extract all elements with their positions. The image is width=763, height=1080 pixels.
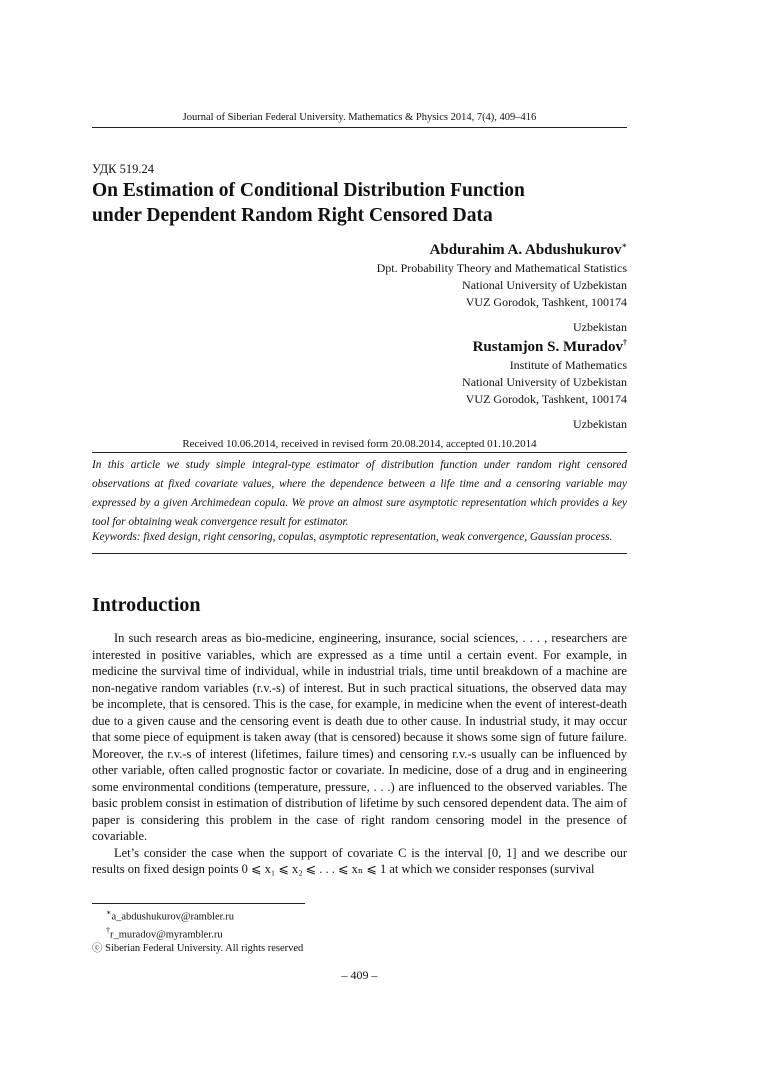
udk-code: УДК 519.24 [92, 162, 154, 176]
received-dates: Received 10.06.2014, received in revised form 20.08.2014, accepted 01.10.2014 [92, 438, 627, 453]
title-line-2: under Dependent Random Right Censored Data [92, 205, 493, 226]
paragraph: Let’s consider the case when the support of covariate C is the interval [0, 1] and we describe our results on fixed design points 0 ⩽ x₁ ⩽ x₂ ⩽ . . . ⩽ xₙ ⩽ 1 at which we consider responses (survival [92, 845, 627, 876]
author-1-country: Uzbekistan [573, 320, 627, 334]
footnote-divider [92, 903, 305, 904]
footnotes [92, 906, 303, 956]
abstract: In this article we study simple integral-type estimator of distribution function under random right censored observations at fixed covariate values, where the dependence between a life time and a censoring variable may expressed by a given Archimedean copula. We prove an almost sure asymptotic representation which provides a key tool for obtaining weak convergence result for estimator. [92, 459, 627, 528]
author-2-name: Rustamjon S. Muradov† [472, 338, 627, 355]
footnote-1: ∗a_abdushukurov@rambler.ru [106, 908, 234, 923]
paper-title [92, 178, 627, 228]
copyright-notice: ⓒ Siberian Federal University. All rights reserved [92, 943, 304, 954]
author-1-affiliation-1: Dpt. Probability Theory and Mathematical Statistics [376, 261, 627, 275]
keywords: Keywords: fixed design, right censoring, copulas, asymptotic representation, weak convergence, Gaussian process. [92, 528, 627, 554]
author-2-affiliation-2: National University of Uzbekistan [462, 375, 627, 389]
footnote-1-email[interactable]: a_abdushukurov@rambler.ru [111, 911, 234, 923]
paragraph: In such research areas as bio-medicine, engineering, insurance, social sciences, . . . , researchers are interested in positive variables, which are expressed as a time until a certain event. For example, in medicine the survival time of individual, while in industrial trials, time until breakdown of a machine are non-negative random variables (r.v.-s) of interest. But in such practical situations, the observed data may be incomplete, that is censored. This is the case, for example, in medicine when the event of interest-death due to a given cause and the censoring event is death due to other cause. In industrial study, it may occur that some piece of equipment is taken away (that is censored) because it shows some sign of future failure. Moreover, the r.v.-s of interest (lifetimes, failure times) and censoring r.v.-s usually can be influenced by other variable, often called prognostic factor or covariate. In medicine, dose of a drug and in engineering some environmental conditions (temperature, pressure, . . .) are influenced to the observed variables. The basic problem consist in estimation of distribution of lifetime by such censored dependent data. The aim of paper is considering this problem in the case of right random censoring model in the presence of covariable. [92, 631, 627, 843]
author-2-block [227, 333, 627, 433]
author-1-affiliation-2: National University of Uzbekistan [462, 278, 627, 292]
title-line-1: On Estimation of Conditional Distribution Function [92, 180, 525, 201]
author-2-affiliation-3: VUZ Gorodok, Tashkent, 100174 [465, 392, 627, 406]
journal-header: Journal of Siberian Federal University. Mathematics & Physics 2014, 7(4), 409–416 [92, 112, 627, 128]
author-2-country: Uzbekistan [573, 417, 627, 431]
footnote-2-email[interactable]: r_muradov@myrambler.ru [110, 929, 223, 941]
section-heading-introduction: Introduction [92, 594, 201, 616]
author-2-affiliation-1: Institute of Mathematics [509, 358, 627, 372]
body-text [92, 630, 627, 878]
author-1-name: Abdurahim A. Abdushukurov∗ [429, 241, 627, 258]
footnote-2: †r_muradov@myrambler.ru [106, 926, 223, 941]
author-1-block [227, 236, 627, 336]
page-number: – 409 – [341, 968, 378, 982]
author-1-affiliation-3: VUZ Gorodok, Tashkent, 100174 [465, 295, 627, 309]
